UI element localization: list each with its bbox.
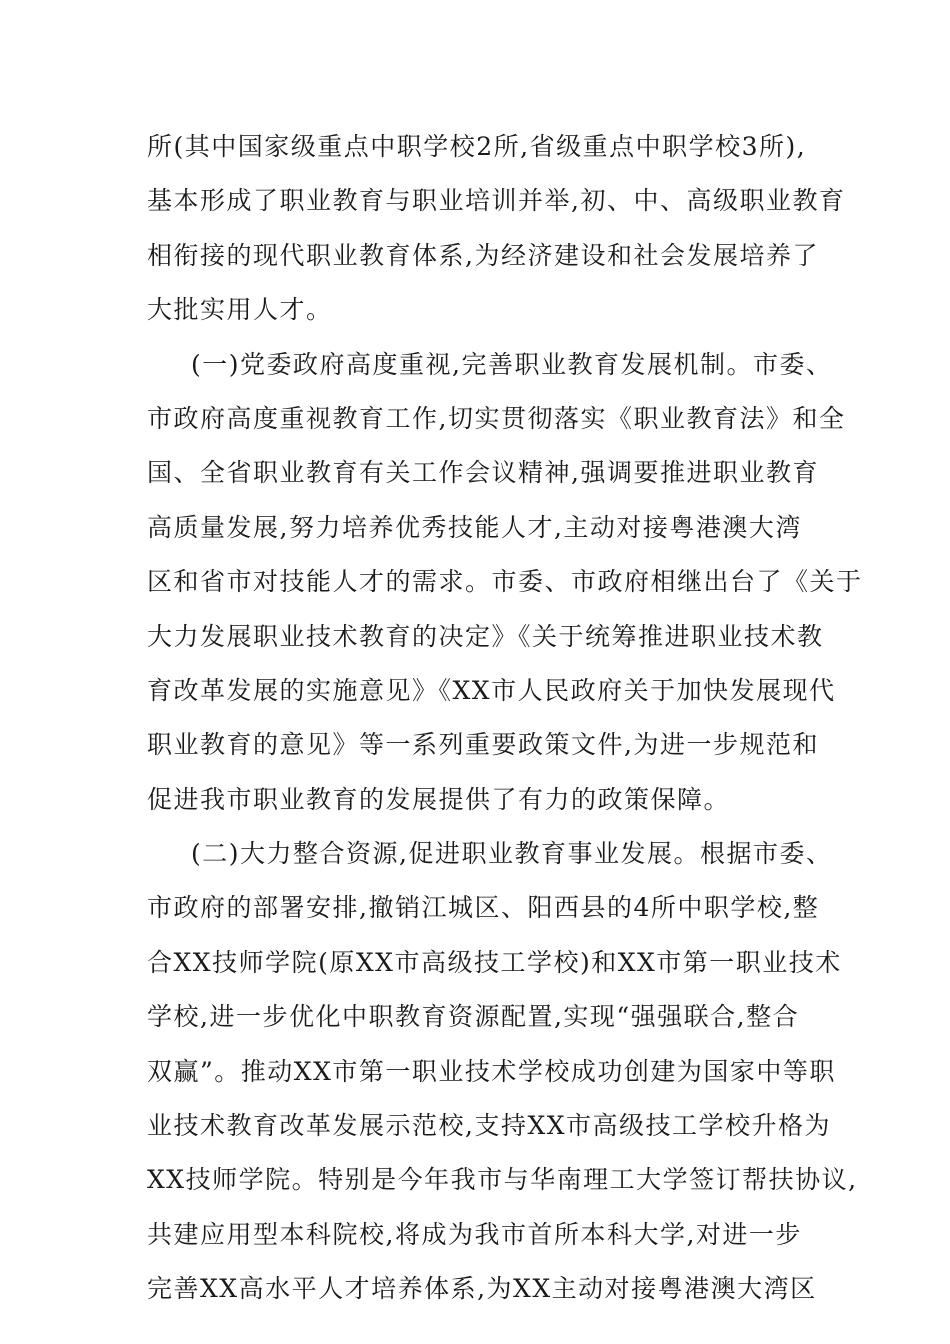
text-line: 共建应用型本科院校,将成为我市首所本科大学,对进一步 [147,1219,802,1249]
text-line: 完善XX高水平人才培养体系,为XX主动对接粤港澳大湾区 [147,1274,817,1304]
text-line: (二)大力整合资源,促进职业教育事业发展。根据市委、 [191,839,833,869]
text-line: 双赢”。推动XX市第一职业技术学校成功创建为国家中等职 [147,1056,836,1086]
text-line: 大力发展职业技术教育的决定》《关于统筹推进职业技术教 [147,621,824,651]
text-line: 育改革发展的实施意见》《XX市人民政府关于加快发展现代 [147,675,836,705]
text-line: 合XX技师学院(原XX市高级技工学校)和XX市第一职业技术 [147,947,842,977]
document-body [147,120,863,1317]
paragraph-section-1 [147,338,863,828]
text-line: 区和省市对技能人才的需求。市委、市政府相继出台了《关于 [147,567,863,597]
text-line: (一)党委政府高度重视,完善职业教育发展机制。市委、 [191,349,833,379]
text-line: 职业教育的意见》等一系列重要政策文件,为进一步规范和 [147,730,819,760]
text-line: 市政府的部署安排,撤销江城区、阳西县的4所中职学校,整 [147,893,820,923]
text-line: 高质量发展,努力培养优秀技能人才,主动对接粤港澳大湾 [147,512,802,542]
text-line: 相衔接的现代职业教育体系,为经济建设和社会发展培养了 [147,240,819,270]
text-line: XX技师学院。特别是今年我市与华南理工大学签订帮扶协议, [147,1165,858,1195]
text-line: 市政府高度重视教育工作,切实贯彻落实《职业教育法》和全 [147,403,846,433]
paragraph-continuation [147,120,846,338]
text-line: 国、全省职业教育有关工作会议精神,强调要推进职业教育 [147,458,819,488]
text-line: 促进我市职业教育的发展提供了有力的政策保障。 [147,784,731,814]
text-line: 学校,进一步优化中职教育资源配置,实现“强强联合,整合 [147,1002,800,1032]
paragraph-section-2 [147,827,858,1317]
text-line: 所(其中国家级重点中职学校2所,省级重点中职学校3所), [147,132,807,161]
text-line: 业技术教育改革发展示范校,支持XX市高级技工学校升格为 [147,1111,832,1141]
text-line: 大批实用人才。 [147,295,333,325]
text-line: 基本形成了职业教育与职业培训并举,初、中、高级职业教育 [147,186,846,216]
